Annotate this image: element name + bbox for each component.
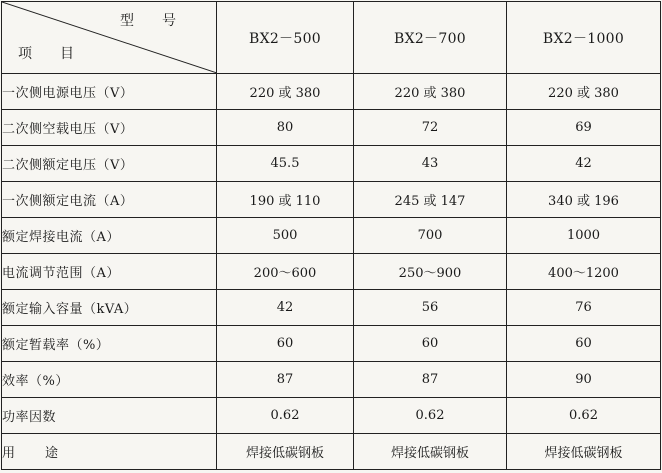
table-cell: 72 bbox=[354, 110, 507, 146]
corner-type-label: 型号 bbox=[120, 13, 204, 29]
table-cell: 700 bbox=[354, 218, 507, 254]
table-row bbox=[2, 398, 661, 434]
corner-item-label: 项目 bbox=[18, 46, 102, 62]
table-cell: 69 bbox=[507, 110, 661, 146]
model-header-3: BX2－1000 bbox=[507, 2, 661, 74]
table-row bbox=[2, 182, 661, 218]
table-row bbox=[2, 362, 661, 398]
table-cell: 60 bbox=[354, 326, 507, 362]
table-cell: 90 bbox=[507, 362, 661, 398]
table-row bbox=[2, 146, 661, 182]
table-cell: 340 或 196 bbox=[507, 182, 661, 218]
table-cell: 87 bbox=[354, 362, 507, 398]
table-cell: 220 或 380 bbox=[354, 74, 507, 110]
table-row bbox=[2, 290, 661, 326]
table-cell: 焊接低碳钢板 bbox=[507, 434, 661, 470]
table-row bbox=[2, 218, 661, 254]
table-cell: 245 或 147 bbox=[354, 182, 507, 218]
table-cell: 87 bbox=[217, 362, 354, 398]
table-cell: 42 bbox=[507, 146, 661, 182]
table-row bbox=[2, 254, 661, 290]
table-cell: 76 bbox=[507, 290, 661, 326]
row-label: 一次侧电源电压（V） bbox=[2, 74, 217, 110]
table-cell: 0.62 bbox=[354, 398, 507, 434]
row-label: 额定输入容量（kVA） bbox=[2, 290, 217, 326]
corner-header-cell bbox=[2, 2, 217, 74]
table-cell: 500 bbox=[217, 218, 354, 254]
table-cell: 220 或 380 bbox=[217, 74, 354, 110]
row-label: 二次侧空载电压（V） bbox=[2, 110, 217, 146]
table-cell: 45.5 bbox=[217, 146, 354, 182]
table-cell: 焊接低碳钢板 bbox=[217, 434, 354, 470]
table-row bbox=[2, 74, 661, 110]
table-row bbox=[2, 326, 661, 362]
table-cell: 焊接低碳钢板 bbox=[354, 434, 507, 470]
model-header-1: BX2－500 bbox=[217, 2, 354, 74]
table-cell: 190 或 110 bbox=[217, 182, 354, 218]
table-cell: 200～600 bbox=[217, 254, 354, 290]
table-cell: 250～900 bbox=[354, 254, 507, 290]
row-label: 额定暂载率（%） bbox=[2, 326, 217, 362]
table-cell: 0.62 bbox=[507, 398, 661, 434]
table-cell: 43 bbox=[354, 146, 507, 182]
table-cell: 0.62 bbox=[217, 398, 354, 434]
table-cell: 60 bbox=[217, 326, 354, 362]
header-row bbox=[2, 2, 661, 74]
table-cell: 42 bbox=[217, 290, 354, 326]
row-label: 功率因数 bbox=[2, 398, 217, 434]
row-label: 效率（%） bbox=[2, 362, 217, 398]
row-label: 用途 bbox=[2, 434, 217, 470]
spec-table bbox=[1, 1, 661, 470]
table-row bbox=[2, 434, 661, 470]
row-label: 电流调节范围（A） bbox=[2, 254, 217, 290]
table-cell: 80 bbox=[217, 110, 354, 146]
table-cell: 1000 bbox=[507, 218, 661, 254]
row-label: 二次侧额定电压（V） bbox=[2, 146, 217, 182]
table-cell: 400～1200 bbox=[507, 254, 661, 290]
table-cell: 60 bbox=[507, 326, 661, 362]
row-label: 一次侧额定电流（A） bbox=[2, 182, 217, 218]
table-row bbox=[2, 110, 661, 146]
table-cell: 220 或 380 bbox=[507, 74, 661, 110]
table-cell: 56 bbox=[354, 290, 507, 326]
row-label: 额定焊接电流（A） bbox=[2, 218, 217, 254]
model-header-2: BX2－700 bbox=[354, 2, 507, 74]
